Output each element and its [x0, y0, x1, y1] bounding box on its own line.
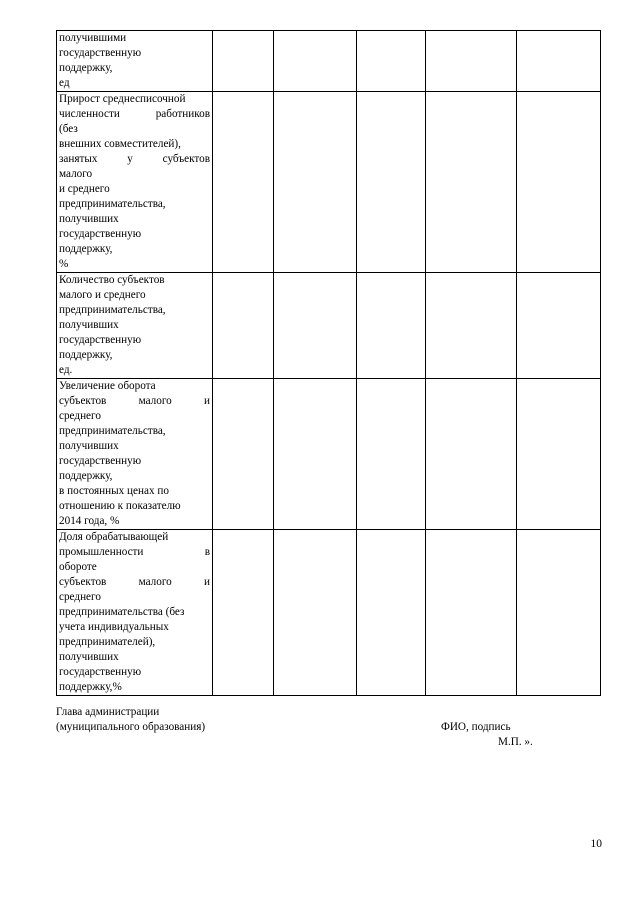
- indicator-label-word: промышленности: [59, 546, 144, 558]
- indicator-label-line: 2014 года, %: [59, 515, 120, 527]
- value-cell: [213, 379, 274, 530]
- indicator-label-cell: [57, 530, 213, 696]
- value-cell: [357, 273, 426, 379]
- signature-name-sign: ФИО, подпись: [441, 721, 511, 733]
- value-cell: [517, 273, 601, 379]
- indicator-label-word: и: [204, 395, 210, 407]
- indicator-label-line: обороте: [59, 561, 97, 573]
- value-cell: [274, 31, 357, 92]
- indicators-table-body: [57, 31, 603, 696]
- indicator-label-line: получивших: [59, 440, 119, 452]
- value-cell: [274, 92, 357, 273]
- indicator-label-word: у: [127, 153, 133, 165]
- indicator-label-line: [59, 575, 210, 590]
- value-cell: [426, 273, 517, 379]
- indicator-label-line: предпринимательства,: [59, 425, 166, 437]
- indicator-label-line: получивших: [59, 319, 119, 331]
- indicator-label-line: [59, 545, 210, 560]
- indicator-label-line: в постоянных ценах по: [59, 485, 169, 497]
- indicator-label-cell: [57, 273, 213, 379]
- value-cell: [517, 379, 601, 530]
- table-row: [57, 31, 603, 92]
- indicator-label-line: получившими: [59, 32, 127, 44]
- value-cell: [274, 379, 357, 530]
- indicator-label-line: [59, 107, 210, 122]
- indicator-label-line: Количество субъектов: [59, 274, 165, 286]
- value-cell: [426, 530, 517, 696]
- indicator-label-line: поддержку,: [59, 243, 113, 255]
- value-cell: [274, 273, 357, 379]
- value-cell: [213, 530, 274, 696]
- indicator-label-line: %: [59, 258, 69, 270]
- indicator-label-word: численности: [59, 108, 120, 120]
- indicator-label-line: внешних совместителей),: [59, 138, 181, 150]
- indicator-label-line: предпринимательства,: [59, 198, 166, 210]
- indicator-label-cell: [57, 379, 213, 530]
- indicator-label-line: малого: [59, 168, 93, 180]
- indicator-label-line: учета индивидуальных: [59, 621, 169, 633]
- value-cell: [426, 31, 517, 92]
- signature-title: Глава администрации: [56, 706, 160, 718]
- indicator-label-line: поддержку,: [59, 62, 113, 74]
- indicator-label-line: малого и среднего: [59, 289, 146, 301]
- value-cell: [213, 31, 274, 92]
- value-cell: [357, 92, 426, 273]
- indicator-label-word: занятых: [59, 153, 98, 165]
- value-cell: [213, 273, 274, 379]
- indicator-label-line: поддержку,%: [59, 681, 122, 693]
- indicator-label-line: государственную: [59, 455, 142, 467]
- indicator-label-word: субъектов: [59, 395, 107, 407]
- indicators-table: [56, 30, 603, 696]
- indicator-label-line: среднего: [59, 410, 101, 422]
- value-cell: [357, 530, 426, 696]
- table-row: [57, 92, 603, 273]
- indicator-label-line: Увеличение оборота: [59, 380, 156, 392]
- indicator-label-word: малого: [138, 576, 172, 588]
- value-cell: [426, 92, 517, 273]
- value-cell: [357, 379, 426, 530]
- signature-line-2: [56, 720, 602, 735]
- indicator-label-line: [59, 394, 210, 409]
- indicator-label-line: (без: [59, 123, 78, 135]
- signature-line-1: [56, 705, 602, 720]
- value-cell: [213, 92, 274, 273]
- indicator-label-line: поддержку,: [59, 349, 113, 361]
- indicator-label-cell: [57, 31, 213, 92]
- table-row: [57, 379, 603, 530]
- value-cell: [517, 31, 601, 92]
- value-cell: [357, 31, 426, 92]
- indicator-label-cell: [57, 92, 213, 273]
- signature-line-3: [56, 735, 602, 750]
- indicator-label-line: получивших: [59, 213, 119, 225]
- indicator-label-line: Прирост среднесписочной: [59, 93, 186, 105]
- indicator-label-line: отношению к показателю: [59, 500, 181, 512]
- indicator-label-line: получивших: [59, 651, 119, 663]
- indicator-label-word: субъектов: [162, 153, 210, 165]
- signature-organization: (муниципального образования): [56, 721, 206, 733]
- page-number: 10: [590, 838, 602, 850]
- indicator-label-word: и: [204, 576, 210, 588]
- table-row: [57, 273, 603, 379]
- indicator-label-line: государственную: [59, 666, 142, 678]
- indicator-label-line: государственную: [59, 228, 142, 240]
- indicator-label-line: [59, 152, 210, 167]
- value-cell: [517, 92, 601, 273]
- indicator-label-word: субъектов: [59, 576, 107, 588]
- value-cell: [517, 530, 601, 696]
- indicator-label-line: среднего: [59, 591, 101, 603]
- indicator-label-line: ед: [59, 77, 70, 89]
- indicator-label-line: предпринимателей),: [59, 636, 156, 648]
- indicator-label-line: государственную: [59, 334, 142, 346]
- indicator-label-word: малого: [138, 395, 172, 407]
- value-cell: [426, 379, 517, 530]
- value-cell: [274, 530, 357, 696]
- indicator-label-line: поддержку,: [59, 470, 113, 482]
- stamp-place: М.П. ».: [498, 736, 533, 748]
- indicator-label-line: предпринимательства (без: [59, 606, 185, 618]
- indicator-label-line: ед.: [59, 364, 73, 376]
- indicator-label-line: Доля обрабатывающей: [59, 531, 169, 543]
- indicator-label-line: государственную: [59, 47, 142, 59]
- table-row: [57, 530, 603, 696]
- indicator-label-word: работников: [155, 108, 210, 120]
- signature-block: [56, 705, 602, 750]
- indicator-label-word: в: [204, 546, 210, 558]
- indicator-label-line: и среднего: [59, 183, 110, 195]
- indicator-label-line: предпринимательства,: [59, 304, 166, 316]
